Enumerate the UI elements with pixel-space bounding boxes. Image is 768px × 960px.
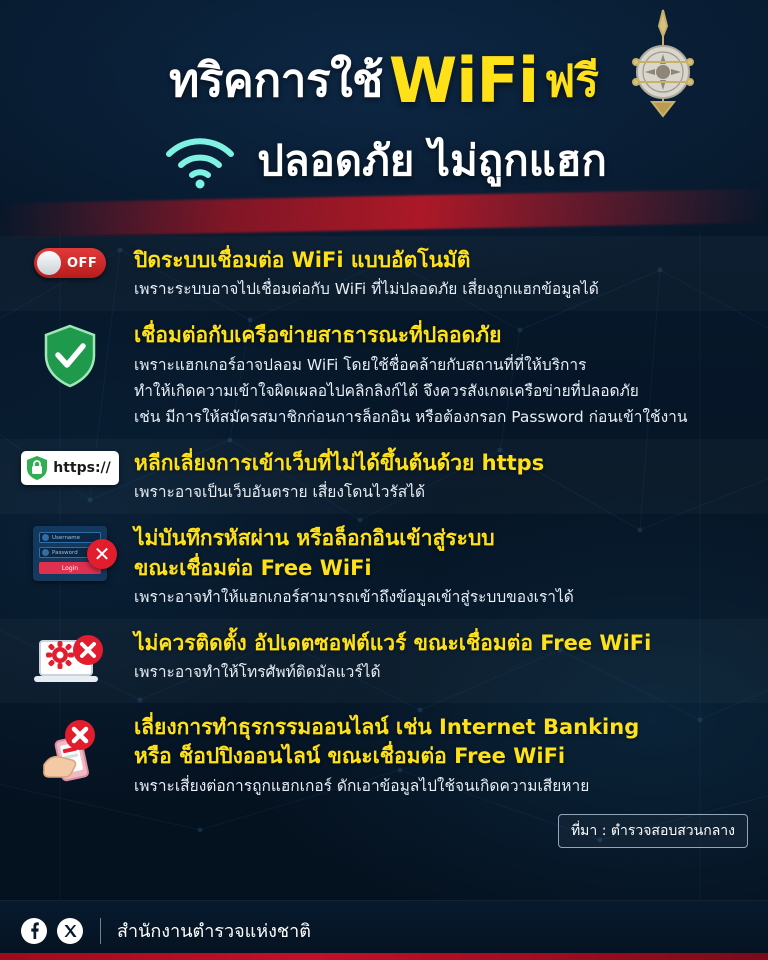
tip-3-heading: หลีกเลี่ยงการเข้าเว็บที่ไม่ได้ขึ้นต้นด้วย https [134, 450, 545, 475]
title-part-1: ทริคการใช้ [169, 53, 383, 107]
mobile-banking-blocked-icon [28, 715, 112, 787]
toggle-off-icon [34, 248, 106, 278]
lock-icon [26, 455, 48, 481]
tip-6-heading: เลี่ยงการทำธุรกรรมออนไลน์ เช่น Internet Banking [134, 715, 640, 740]
tip-3-line-1: เพราะอาจเป็นเว็บอันตราย เสี่ยงโดนไวรัสได้ [134, 483, 426, 502]
tip-1-icon-cell [22, 246, 118, 278]
tip-4-heading: ไม่บันทึกรหัสผ่าน หรือล็อกอินเข้าสู่ระบบ [134, 526, 495, 551]
tip-5-text [134, 629, 746, 684]
login-submit-button: Login [39, 562, 101, 574]
source-badge: ที่มา : ตำรวจสอบสวนกลาง [558, 814, 748, 848]
https-label: https:// [53, 459, 111, 476]
tips-list [0, 222, 768, 848]
poster-footer [0, 900, 768, 960]
login-username-label: Username [52, 534, 81, 541]
tip-row-4 [0, 514, 768, 619]
tip-4-heading-2: ขณะเชื่อมต่อ Free WiFi [134, 555, 372, 580]
footer-divider [100, 918, 101, 944]
tip-4-line-1: เพราะอาจทำให้แฮกเกอร์สามารถเข้าถึงข้อมูลเข้าสู่ระบบของเราได้ [134, 588, 574, 607]
tip-row-3 [0, 439, 768, 514]
tip-row-5 [0, 619, 768, 703]
login-form-blocked-icon [33, 526, 111, 581]
user-dot-icon [42, 534, 49, 541]
source-wrap [0, 808, 768, 848]
key-dot-icon [42, 549, 49, 556]
tip-1-heading: ปิดระบบเชื่อมต่อ WiFi แบบอัตโนมัติ [134, 248, 471, 272]
social-icons [20, 917, 84, 945]
tip-2-line-2: ทำให้เกิดความเข้าใจผิดเผลอไปคลิกลิงก์ได้ จึงควรสังเกตเครือข่ายที่ปลอดภัย [134, 381, 639, 400]
subtitle-row [0, 128, 768, 194]
tip-6-heading-2: หรือ ช็อปปิงออนไลน์ ขณะเชื่อมต่อ Free WiFi [134, 744, 566, 769]
title-part-3: ฟรี [544, 55, 599, 107]
tip-4-icon-cell [22, 524, 118, 581]
login-password-label: Password [52, 549, 78, 556]
poster-subtitle: ปลอดภัย ไม่ถูกแฮก [257, 136, 607, 185]
laptop-update-blocked-icon [28, 631, 112, 693]
poster-header [0, 0, 768, 222]
organization-name: สำนักงานตำรวจแห่งชาติ [117, 921, 311, 942]
x-twitter-icon[interactable] [56, 917, 84, 945]
tip-1-text [134, 246, 746, 301]
tip-3-icon-cell [22, 449, 118, 485]
tip-2-line-3: เช่น มีการให้สมัครสมาชิกก่อนการล็อกอิน หรือต้องกรอก Password ก่อนเข้าใช้งาน [134, 407, 688, 426]
tip-1-line-1: เพราะระบบอาจไปเชื่อมต่อกับ WiFi ที่ไม่ปลอดภัย เสี่ยงถูกแฮกข้อมูลได้ [134, 280, 599, 299]
toggle-knob [37, 251, 61, 275]
title-part-2: WiFi [388, 44, 539, 117]
tip-3-text [134, 449, 746, 504]
tip-row-1 [0, 236, 768, 311]
tip-6-line-1: เพราะเสี่ยงต่อการถูกแฮกเกอร์ ดักเอาข้อมูลไปใช้จนเกิดความเสียหาย [134, 776, 590, 795]
tip-2-text [134, 321, 746, 428]
tip-6-text [134, 713, 746, 798]
facebook-icon[interactable] [20, 917, 48, 945]
https-lock-icon [21, 451, 119, 485]
tip-5-heading: ไม่ควรติดตั้ง อัปเดตซอฟต์แวร์ ขณะเชื่อมต่อ Free WiFi [134, 631, 652, 656]
shield-check-icon [42, 323, 98, 389]
police-emblem-icon [618, 6, 708, 126]
tip-4-text [134, 524, 746, 609]
tip-row-2 [0, 311, 768, 438]
bottom-accent-bar [0, 953, 768, 960]
wifi-signal-icon [161, 132, 239, 190]
tip-5-line-1: เพราะอาจทำให้โทรศัพท์ติดมัลแวร์ได้ [134, 663, 381, 682]
toggle-off-label: OFF [67, 255, 98, 271]
tip-6-icon-cell [22, 713, 118, 787]
tip-row-6 [0, 703, 768, 808]
tip-5-icon-cell [22, 629, 118, 693]
blocked-x-icon: ✕ [87, 539, 117, 569]
tip-2-line-1: เพราะแฮกเกอร์อาจปลอม WiFi โดยใช้ชื่อคล้ายกับสถานที่ที่ให้บริการ [134, 355, 587, 374]
tip-2-icon-cell [22, 321, 118, 389]
tip-2-heading: เชื่อมต่อกับเครือข่ายสาธารณะที่ปลอดภัย [134, 323, 502, 348]
